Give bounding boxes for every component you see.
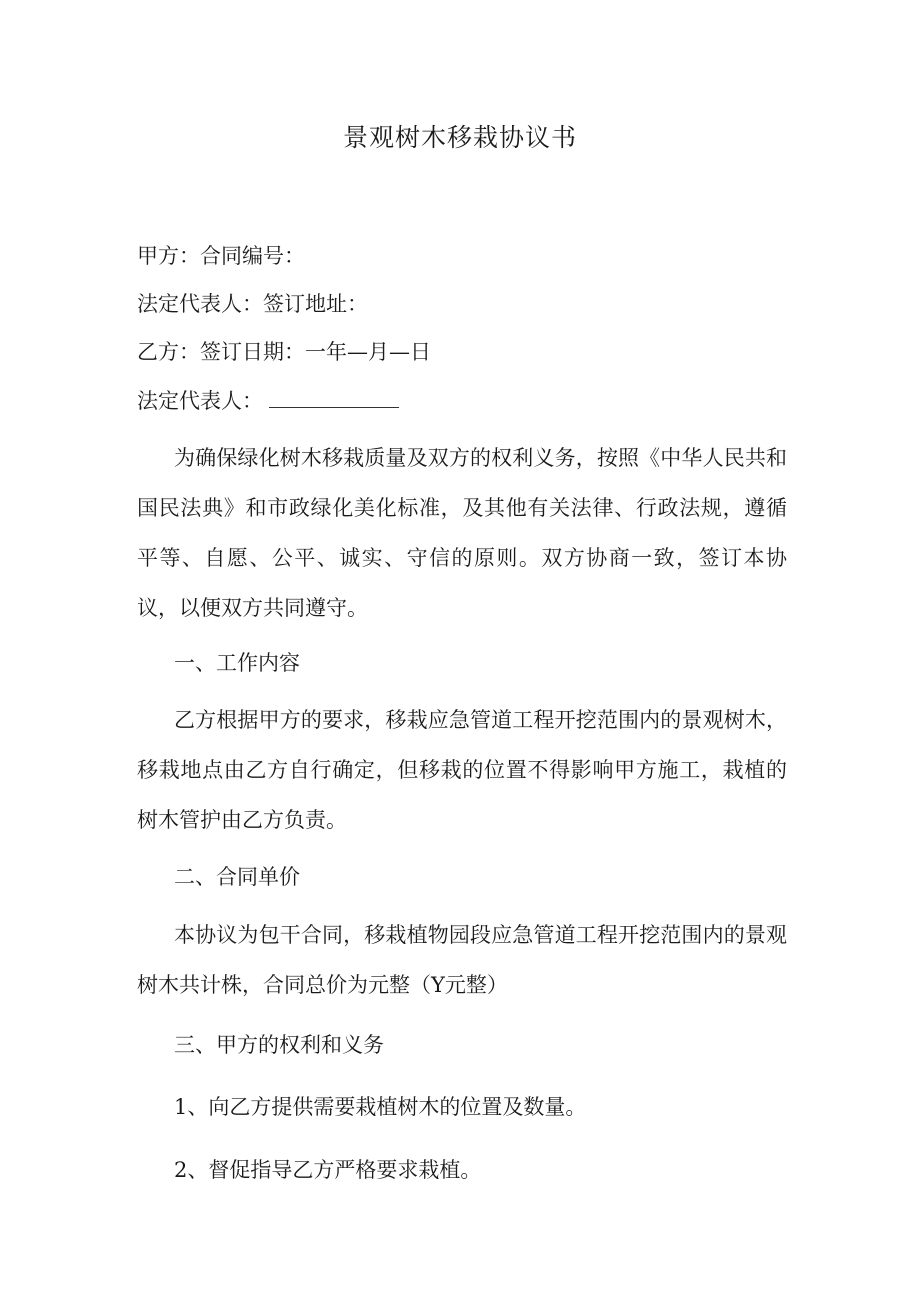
section-3-item-2: 2、督促指导乙方严格要求栽植。 <box>174 1158 482 1182</box>
section-3-item-1: 1、向乙方提供需要栽植树木的位置及数量。 <box>174 1095 587 1119</box>
section-3-heading: 三、甲方的权利和义务 <box>174 1033 384 1057</box>
section-2-body: 本协议为包干合同，移栽植物园段应急管道工程开挖范围内的景观树木共计株，合同总价为元整（Y元整） <box>137 923 787 997</box>
legal-rep-address-line: 法定代表人：签订地址： <box>137 292 368 316</box>
signature-blank-underline <box>269 389 399 408</box>
intro-paragraph: 为确保绿化树木移栽质量及双方的权利义务，按照《中华人民共和国民法典》和市政绿化美化标准，及其他有关法律、行政法规，遵循平等、自愿、公平、诚实、守信的原则。双方协商一致，签订本协议，以便双方共同遵守。 <box>137 446 787 620</box>
party-a-line: 甲方：合同编号： <box>137 244 305 268</box>
legal-rep-line <box>137 386 399 416</box>
party-b-date-line: 乙方：签订日期：一年—月—日 <box>137 340 431 364</box>
document-title: 景观树木移栽协议书 <box>342 123 577 152</box>
legal-rep-label: 法定代表人： <box>137 389 263 413</box>
section-1-body: 乙方根据甲方的要求，移栽应急管道工程开挖范围内的景观树木，移栽地点由乙方自行确定，但移栽的位置不得影响甲方施工，栽植的树木管护由乙方负责。 <box>137 708 787 832</box>
section-1-heading: 一、工作内容 <box>174 651 300 675</box>
section-2-heading: 二、合同单价 <box>174 865 300 889</box>
